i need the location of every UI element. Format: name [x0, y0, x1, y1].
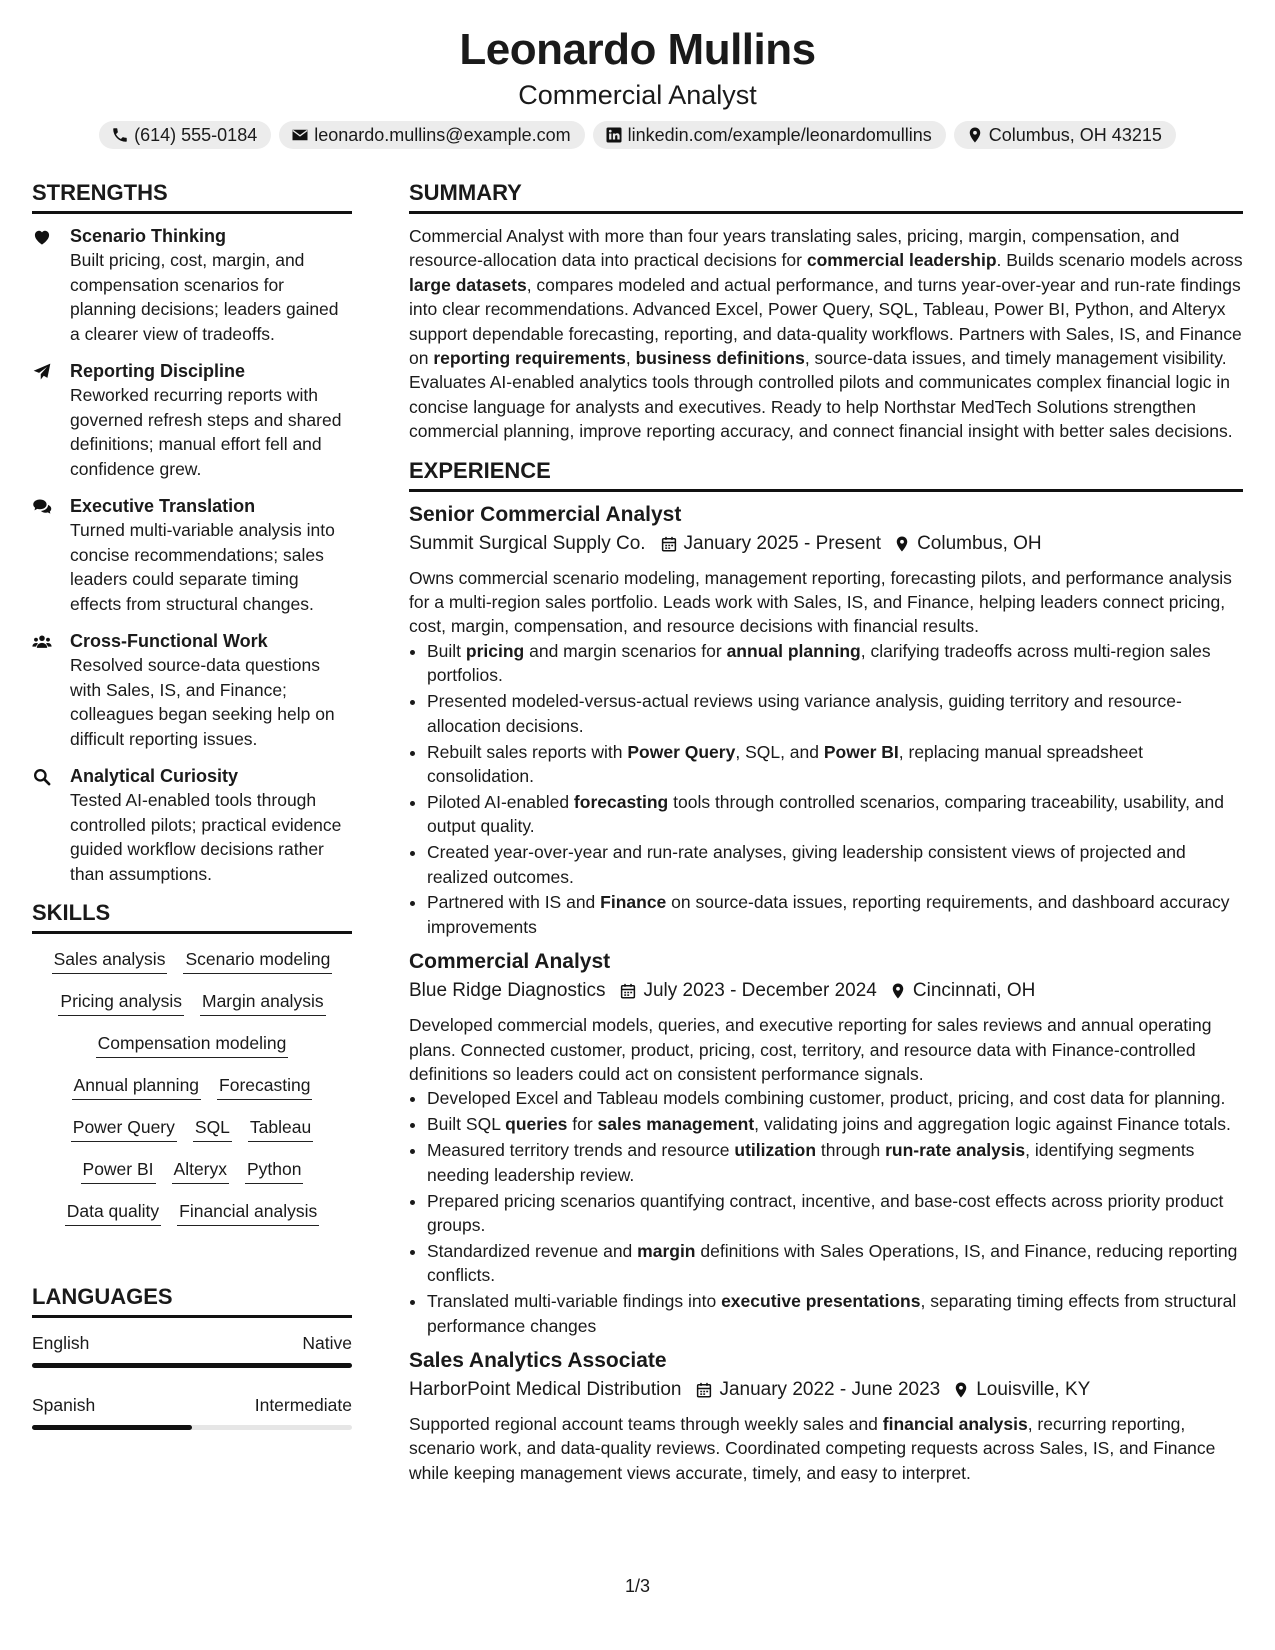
- heart-icon: [32, 224, 60, 346]
- job-company: HarborPoint Medical Distribution: [409, 1379, 682, 1401]
- location-pin-icon: [966, 126, 984, 144]
- contact-item[interactable]: [99, 121, 271, 149]
- job-description: Supported regional account teams through weekly sales and financial analysis, recurring reporting, scenario work, and data-quality reviews. Coordinated competing requests across Sales, IS, and Finance while keeping management views accurate, timely, and easy to interpret.: [409, 1414, 1216, 1483]
- strength-description: Built pricing, cost, margin, and compensation scenarios for planning decisions; leaders gained a clearer view of tradeoffs.: [70, 250, 339, 344]
- language-level: Intermediate: [254, 1395, 352, 1415]
- skill-tag: Power BI: [81, 1158, 156, 1184]
- job-entry: [409, 1348, 1243, 1485]
- strength-description: Turned multi-variable analysis into concise recommendations; sales leaders could separate timing effects from structural changes.: [70, 520, 335, 614]
- skill-tag: Financial analysis: [177, 1200, 319, 1226]
- language-proficiency-bar: [32, 1363, 352, 1368]
- job-dates: January 2022 - June 2023: [719, 1379, 941, 1401]
- calendar-icon: [681, 1381, 719, 1399]
- strength-item: [32, 629, 352, 751]
- location-pin-icon: [881, 535, 917, 553]
- job-bullet: • Standardized revenue and margin definitions with Sales Operations, IS, and Finance, reducing reporting conflicts.: [427, 1239, 1243, 1288]
- job-title: Commercial Analyst: [409, 950, 611, 974]
- skill-tag: Annual planning: [72, 1074, 202, 1100]
- magnifier-icon: [32, 764, 60, 886]
- language-name: English: [32, 1333, 90, 1353]
- job-bullet: • Partnered with IS and Finance on source-data issues, reporting requirements, and dashboard accuracy improvements: [427, 890, 1243, 939]
- left-column: [32, 180, 352, 1430]
- job-dates: July 2023 - December 2024: [643, 980, 877, 1002]
- job-title: Senior Commercial Analyst: [409, 502, 682, 526]
- skill-tag: Data quality: [65, 1200, 161, 1226]
- candidate-name: Leonardo Mullins: [459, 25, 816, 74]
- language-row: [32, 1394, 352, 1416]
- contact-item[interactable]: [954, 121, 1176, 149]
- job-meta: [409, 1376, 1243, 1404]
- strength-body: [70, 629, 352, 751]
- strength-body: [70, 224, 352, 346]
- strength-title: Analytical Curiosity: [70, 766, 239, 786]
- language-proficiency-fill: [32, 1363, 352, 1368]
- skill-tag: Alteryx: [172, 1158, 229, 1184]
- job-bullets: [409, 639, 1243, 939]
- job-bullet: • Created year-over-year and run-rate analyses, giving leadership consistent views of projected and realized outcomes.: [427, 840, 1243, 889]
- job-location: Columbus, OH: [917, 532, 1042, 554]
- right-column: [409, 180, 1243, 1485]
- summary-text: Commercial Analyst with more than four years translating sales, pricing, margin, compensation, and resource-allocation data into practical decisions for commercial leadership. Builds scenario models across large datasets, compares modeled and actual performance, and turns year-over-year and run-rate findings into clear recommendations. Advanced Excel, Power Query, SQL, Tableau, Power BI, Python, and Alteryx support dependable forecasting, reporting, and data-quality workflows. Partners with Sales, IS, and Finance on reporting requirements, business definitions, source-data issues, and timely management visibility. Evaluates AI-enabled analytics tools through controlled pilots and communicates complex financial logic in concise language for analysts and executives. Ready to help Northstar MedTech Solutions strengthen commercial planning, improve reporting accuracy, and connect financial insight with better sales decisions.: [409, 226, 1243, 442]
- skill-tag: Scenario modeling: [183, 948, 332, 974]
- job-bullet: • Rebuilt sales reports with Power Query, SQL, and Power BI, replacing manual spreadsheet consolidation.: [427, 740, 1243, 789]
- calendar-icon: [646, 535, 684, 553]
- strength-title: Executive Translation: [70, 496, 256, 516]
- job-bullet: • Developed Excel and Tableau models combining customer, product, pricing, and cost data for planning.: [427, 1086, 1243, 1110]
- language-item: [32, 1332, 352, 1368]
- language-row: [32, 1332, 352, 1354]
- candidate-title: Commercial Analyst: [518, 80, 757, 110]
- job-bullet: • Presented modeled-versus-actual reviews using variance analysis, guiding territory and resource-allocation decisions.: [427, 689, 1243, 738]
- job-bullet: • Built SQL queries for sales management, validating joins and aggregation logic against Finance totals.: [427, 1112, 1243, 1136]
- users-icon: [32, 629, 60, 751]
- skill-tag: Compensation modeling: [96, 1032, 289, 1058]
- skill-tag: Pricing analysis: [58, 990, 184, 1016]
- skill-tag: Power Query: [71, 1116, 177, 1142]
- contact-item[interactable]: [279, 121, 584, 149]
- contact-text[interactable]: (614) 555-0184: [134, 125, 258, 145]
- strength-description: Reworked recurring reports with governed refresh steps and shared definitions; manual effort fell and confidence grew.: [70, 385, 342, 479]
- job-location: Cincinnati, OH: [912, 980, 1036, 1002]
- language-item: [32, 1394, 352, 1430]
- skill-tag: Forecasting: [217, 1074, 312, 1100]
- skill-tag: Sales analysis: [52, 948, 168, 974]
- job-entry: [409, 949, 1243, 1338]
- job-company: Blue Ridge Diagnostics: [409, 980, 606, 1002]
- skill-tag: Python: [245, 1158, 303, 1184]
- skill-tag: Margin analysis: [200, 990, 326, 1016]
- paper-plane-icon: [32, 359, 60, 481]
- contact-text[interactable]: linkedin.com/example/leonardomullins: [627, 125, 932, 145]
- job-bullets: [409, 1086, 1243, 1338]
- job-description: Owns commercial scenario modeling, management reporting, forecasting pilots, and performance analysis for a multi-region sales portfolio. Leads work with Sales, IS, and Finance, helping leaders connect pricing, cost, margin, compensation, and resource decisions with financial results.: [409, 567, 1232, 637]
- strength-description: Resolved source-data questions with Sales, IS, and Finance; colleagues began seeking help on difficult reporting issues.: [70, 655, 335, 749]
- strength-body: [70, 494, 352, 616]
- phone-icon: [111, 126, 129, 144]
- strength-description: Tested AI-enabled tools through controlled pilots; practical evidence guided workflow decisions rather than assumptions.: [70, 790, 342, 884]
- strength-title: Cross-Functional Work: [70, 631, 268, 651]
- strength-title: Scenario Thinking: [70, 226, 227, 246]
- contact-item[interactable]: [593, 121, 946, 149]
- strength-title: Reporting Discipline: [70, 361, 246, 381]
- resume-header: [0, 0, 1275, 149]
- skills-list: [32, 944, 352, 1226]
- strength-item: [32, 494, 352, 616]
- languages-list: [32, 1332, 352, 1430]
- job-dates: January 2025 - Present: [683, 532, 882, 554]
- experience-list: [409, 502, 1243, 1486]
- language-proficiency-fill: [32, 1425, 192, 1430]
- language-proficiency-bar: [32, 1425, 352, 1430]
- job-bullet: • Piloted AI-enabled forecasting tools through controlled scenarios, comparing traceability, usability, and output quality.: [427, 790, 1243, 839]
- language-level: Native: [302, 1333, 352, 1353]
- skills-heading: SKILLS: [32, 900, 352, 934]
- page-number: 1/3: [624, 1576, 651, 1596]
- job-bullet: • Translated multi-variable findings into executive presentations, separating timing effects from structural performance changes: [427, 1289, 1243, 1338]
- job-company: Summit Surgical Supply Co.: [409, 532, 646, 554]
- summary-heading: SUMMARY: [409, 180, 1243, 214]
- strength-item: [32, 764, 352, 886]
- strength-body: [70, 359, 352, 481]
- languages-heading: LANGUAGES: [32, 1284, 352, 1318]
- location-pin-icon: [940, 1381, 976, 1399]
- contact-bar: [0, 121, 1275, 149]
- strengths-list: [32, 224, 352, 886]
- job-entry: [409, 502, 1243, 940]
- job-meta: [409, 977, 1243, 1005]
- strength-item: [32, 359, 352, 481]
- strength-item: [32, 224, 352, 346]
- job-bullet: • Built pricing and margin scenarios for annual planning, clarifying tradeoffs across multi-region sales portfolios.: [427, 639, 1243, 688]
- skill-tag: SQL: [193, 1116, 232, 1142]
- job-meta: [409, 530, 1243, 558]
- contact-text[interactable]: leonardo.mullins@example.com: [314, 125, 571, 145]
- calendar-icon: [605, 982, 643, 1000]
- job-bullet: • Prepared pricing scenarios quantifying contract, incentive, and base-cost effects across priority product groups.: [427, 1189, 1243, 1238]
- job-location: Louisville, KY: [976, 1379, 1091, 1401]
- language-name: Spanish: [32, 1395, 96, 1415]
- location-pin-icon: [877, 982, 913, 1000]
- comments-icon: [32, 494, 60, 616]
- job-description: Developed commercial models, queries, and executive reporting for sales reviews and annual operating plans. Connected customer, product, pricing, cost, territory, and resource data with Finance-controlled definitions so leaders could act on consistent performance signals.: [409, 1015, 1212, 1085]
- experience-heading: EXPERIENCE: [409, 458, 1243, 492]
- strength-body: [70, 764, 352, 886]
- skill-tag: Tableau: [248, 1116, 313, 1142]
- contact-text[interactable]: Columbus, OH 43215: [988, 125, 1162, 145]
- job-title: Sales Analytics Associate: [409, 1349, 667, 1373]
- job-bullet: • Measured territory trends and resource utilization through run-rate analysis, identifying segments needing leadership review.: [427, 1138, 1243, 1187]
- envelope-icon: [291, 126, 309, 144]
- strengths-heading: STRENGTHS: [32, 180, 352, 214]
- linkedin-icon: [605, 126, 623, 144]
